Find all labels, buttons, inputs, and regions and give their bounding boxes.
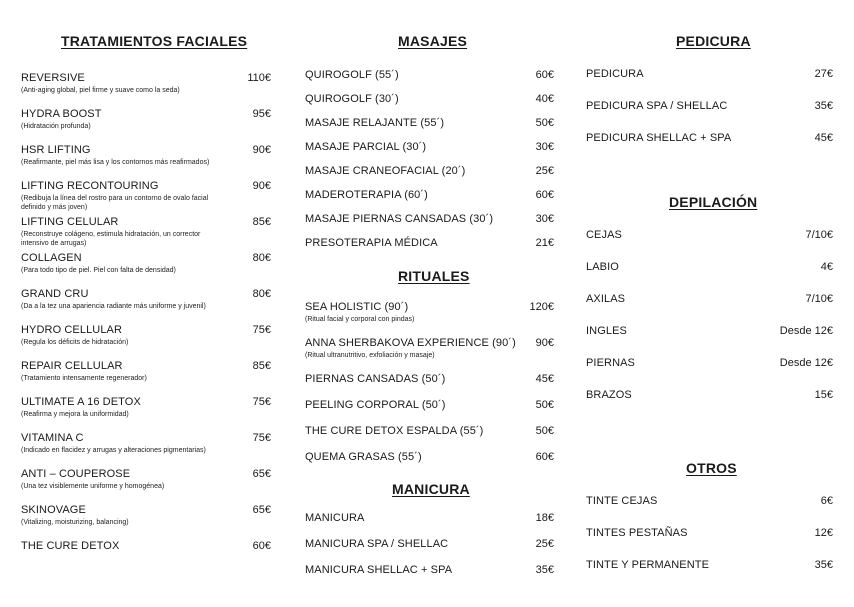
depilacion-item-price: Desde 12€ [779, 357, 833, 369]
depilacion-item-price: Desde 12€ [779, 325, 833, 337]
masajes-item-name: MASAJE PIERNAS CANSADAS (30´) [305, 213, 494, 225]
pedicura-item-name: PEDICURA SPA / SHELLAC [586, 100, 728, 112]
masajes-item-name: MASAJE CRANEOFACIAL (20´) [305, 165, 466, 177]
pedicura-item-name: PEDICURA [586, 68, 644, 80]
masajes-section-title: MASAJES [398, 33, 468, 49]
manicura-item-name: MANICURA SPA / SHELLAC [305, 538, 449, 550]
rituales-item-price: 120€ [529, 301, 554, 313]
manicura-item-price: 35€ [535, 564, 554, 576]
depilacion-section-title: DEPILACIÓN [669, 194, 758, 210]
otros-item-price: 12€ [814, 527, 833, 539]
facial-item-price: 90€ [252, 180, 271, 192]
facial-item-price: 65€ [252, 468, 271, 480]
facial-item-name: SKINOVAGE [21, 504, 86, 516]
manicura-section-title: MANICURA [392, 481, 470, 497]
facial-item-price: 110€ [247, 72, 271, 84]
pedicura-item-price: 35€ [814, 100, 833, 112]
facial-item-name: ULTIMATE A 16 DETOX [21, 396, 141, 408]
facial-item-price: 65€ [252, 504, 271, 516]
masajes-item-price: 50€ [535, 117, 554, 129]
facial-item-description: (Tratamiento intensamente regenerador) [21, 375, 147, 382]
depilacion-item-name: BRAZOS [586, 389, 632, 401]
depilacion-item-name: INGLES [586, 325, 627, 337]
facial-item-description: (Reafirma y mejora la uniformidad) [21, 411, 129, 418]
facial-item-price: 75€ [252, 324, 271, 336]
facial-item-price: 80€ [252, 288, 271, 300]
masajes-item-name: MASAJE RELAJANTE (55´) [305, 117, 445, 129]
facial-item-description: (Reafirmante, piel más lisa y los contornos más reafirmados) [21, 159, 210, 166]
facial-section-title: TRATAMIENTOS FACIALES [61, 33, 248, 49]
otros-item-name: TINTE CEJAS [586, 495, 658, 507]
depilacion-item-price: 7/10€ [805, 229, 833, 241]
facial-item-description: (Indicado en flacidez y arrugas y alteraciones pigmentarias) [21, 447, 206, 454]
rituales-item-description: (Ritual facial y corporal con pindas) [305, 316, 415, 323]
rituales-item-price: 50€ [535, 399, 554, 411]
pedicura-item-name: PEDICURA SHELLAC + SPA [586, 132, 732, 144]
depilacion-item-name: PIERNAS [586, 357, 635, 369]
rituales-item-price: 50€ [535, 425, 554, 437]
facial-item-price: 80€ [252, 252, 271, 264]
pedicura-item-price: 45€ [814, 132, 833, 144]
facial-item-name: ANTI – COUPEROSE [21, 468, 131, 480]
pedicura-item-price: 27€ [814, 68, 833, 80]
facial-item-name: VITAMINA C [21, 432, 84, 444]
otros-item-price: 35€ [814, 559, 833, 571]
depilacion-item-name: CEJAS [586, 229, 622, 241]
manicura-item-name: MANICURA SHELLAC + SPA [305, 564, 453, 576]
depilacion-item-name: AXILAS [586, 293, 626, 305]
facial-item-name: GRAND CRU [21, 288, 89, 300]
facial-item-price: 85€ [252, 360, 271, 372]
masajes-item-price: 25€ [535, 165, 554, 177]
facial-item-description: (Para todo tipo de piel. Piel con falta de densidad) [21, 267, 176, 274]
facial-item-description: (Hidratación profunda) [21, 123, 91, 130]
masajes-item-name: MADEROTERAPIA (60´) [305, 189, 428, 201]
facial-item-price: 85€ [252, 216, 271, 228]
depilacion-item-price: 15€ [814, 389, 833, 401]
rituales-item-name: THE CURE DETOX ESPALDA (55´) [305, 425, 484, 437]
rituales-item-name: PEELING CORPORAL (50´) [305, 399, 446, 411]
depilacion-item-price: 4€ [820, 261, 833, 273]
otros-item-price: 6€ [820, 495, 833, 507]
rituales-item-price: 45€ [535, 373, 554, 385]
facial-item-description: (Redibuja la línea del rostro para un contorno de ovalo facial definido y más joven) [21, 195, 209, 211]
facial-item-description: (Da a la tez una apariencia radiante más uniforme y juvenil) [21, 303, 206, 310]
facial-item-description: (Una tez visiblemente uniforme y homogénea) [21, 483, 165, 490]
otros-section-title: OTROS [686, 460, 737, 476]
facial-item-name: LIFTING RECONTOURING [21, 180, 159, 192]
rituales-item-price: 90€ [535, 337, 554, 349]
masajes-item-price: 40€ [535, 93, 554, 105]
facial-item-price: 90€ [252, 144, 271, 156]
masajes-item-price: 30€ [535, 141, 554, 153]
masajes-item-name: MASAJE PARCIAL (30´) [305, 141, 427, 153]
facial-item-description: (Anti-aging global, piel firme y suave como la seda) [21, 87, 180, 94]
facial-item-name: HYDRA BOOST [21, 108, 102, 120]
masajes-item-price: 60€ [535, 189, 554, 201]
facial-item-description: (Reconstruye colágeno, estimula hidratación, un corrector intensivo de arrugas) [21, 231, 201, 247]
rituales-item-name: ANNA SHERBAKOVA EXPERIENCE (90´) [305, 337, 516, 349]
rituales-item-price: 60€ [535, 451, 554, 463]
masajes-item-name: PRESOTERAPIA MÉDICA [305, 237, 438, 249]
facial-item-name: HYDRO CELLULAR [21, 324, 123, 336]
depilacion-item-price: 7/10€ [805, 293, 833, 305]
manicura-item-name: MANICURA [305, 512, 365, 524]
rituales-item-name: QUEMA GRASAS (55´) [305, 451, 422, 463]
facial-item-name: REVERSIVE [21, 72, 85, 84]
facial-item-name: LIFTING CELULAR [21, 216, 119, 228]
pedicura-section-title: PEDICURA [676, 33, 751, 49]
facial-item-name: REPAIR CELLULAR [21, 360, 123, 372]
rituales-item-name: PIERNAS CANSADAS (50´) [305, 373, 446, 385]
rituales-section-title: RITUALES [398, 268, 470, 284]
facial-item-name: HSR LIFTING [21, 144, 91, 156]
facial-item-price: 75€ [252, 396, 271, 408]
masajes-item-price: 21€ [535, 237, 554, 249]
facial-item-description: (Regula los déficits de hidratación) [21, 339, 129, 346]
facial-item-price: 95€ [252, 108, 271, 120]
masajes-item-price: 30€ [535, 213, 554, 225]
otros-item-name: TINTES PESTAÑAS [586, 527, 688, 539]
facial-item-price: 75€ [252, 432, 271, 444]
manicura-item-price: 18€ [535, 512, 554, 524]
facial-item-name: THE CURE DETOX [21, 540, 120, 552]
facial-item-price: 60€ [252, 540, 271, 552]
facial-item-name: COLLAGEN [21, 252, 82, 264]
masajes-item-name: QUIROGOLF (55´) [305, 69, 399, 81]
rituales-item-name: SEA HOLISTIC (90´) [305, 301, 409, 313]
rituales-item-description: (Ritual ultranutritivo, exfoliación y masaje) [305, 352, 435, 359]
depilacion-item-name: LABIO [586, 261, 619, 273]
masajes-item-price: 60€ [535, 69, 554, 81]
otros-item-name: TINTE Y PERMANENTE [586, 559, 710, 571]
manicura-item-price: 25€ [535, 538, 554, 550]
facial-item-description: (Vitalizing, moisturizing, balancing) [21, 519, 129, 526]
masajes-item-name: QUIROGOLF (30´) [305, 93, 399, 105]
